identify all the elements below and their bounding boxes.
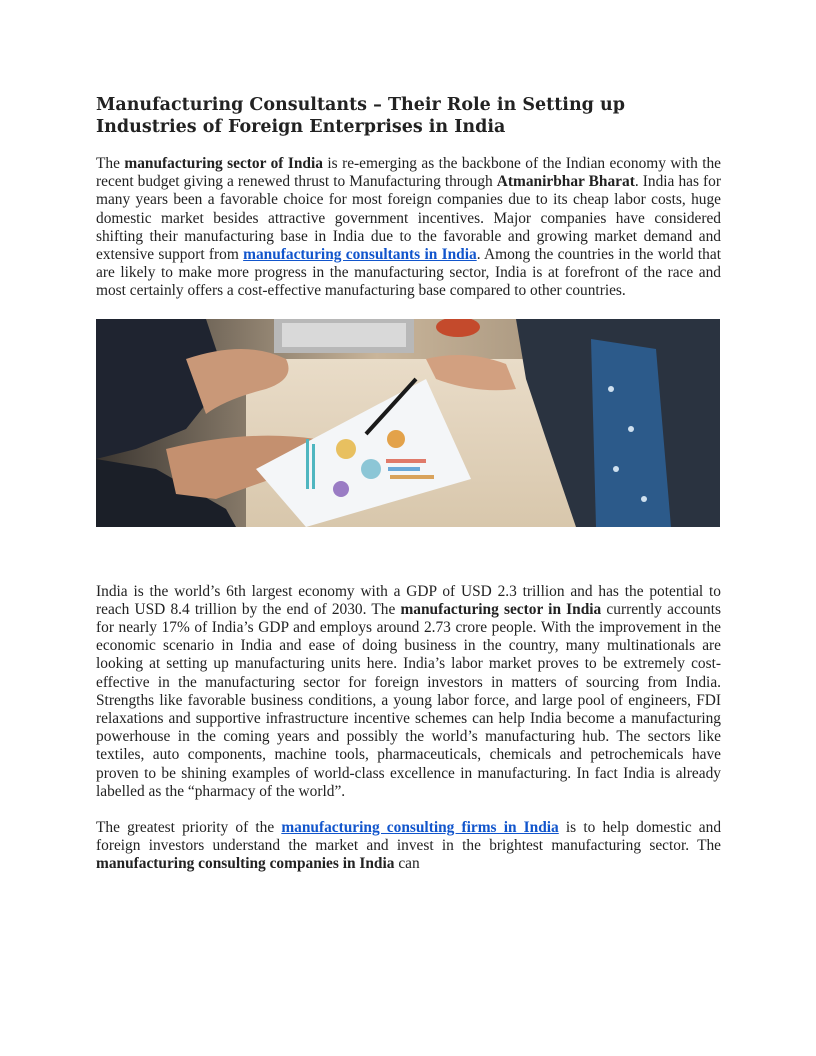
economy-bold-sector: manufacturing sector in India: [400, 600, 602, 618]
economy-text-1: India is the world’s 6th largest economy with a GDP of USD 2.3 trillion and has the potential to reach USD 8.4 trillion by the end of 2030. The: [96, 582, 721, 618]
manufacturing-consultants-link[interactable]: manufacturing consultants in India: [243, 246, 477, 264]
priority-text-1: The greatest priority of the: [96, 819, 282, 837]
document-page: [96, 94, 721, 874]
intro-text-4: . Among the countries in the world that are likely to make more progress in the manufacturing sector, India is at forefront of the race and most certainly offers a cost-effective manufacturing base compared to other countries.: [96, 246, 721, 300]
intro-text-3: . India has for many years been a favorable choice for most foreign companies due to its cheap labor costs, huge domestic market besides attractive government incentives. Major companies have considered shifting their manufacturing base in India due to the favorable and growing market demand and extensive support from: [96, 173, 721, 264]
article-title: Manufacturing Consultants – Their Role in Setting up Industries of Foreign Enterprises in India: [96, 95, 625, 137]
priority-text-2: is to help domestic and foreign investors understand the market and invest in the brightest manufacturing sector. The: [96, 819, 722, 855]
intro-paragraph: [96, 155, 721, 301]
consulting-firms-link[interactable]: manufacturing consulting firms in India: [281, 819, 559, 837]
economy-text-2: currently accounts for nearly 17% of India’s GDP and employs around 2.73 crore people. With the improvement in the economic scenario in India and ease of doing business in the country, many multinationals are looking at setting up manufacturing units here. India’s labor market proves to be extremely cost-effective in the manufacturing sector for foreign investors in matters of sourcing from India. Strengths like favorable business conditions, a young labor force, and large pool of engineers, FDI relaxations and supportive infrastructure incentive schemes can help India become a manufacturing powerhouse in the coming years and possibly the world’s manufacturing hub. The sectors like textiles, auto components, machine tools, pharmaceuticals, chemicals and petrochemicals have proven to be shining examples of world-class excellence in manufacturing. In fact India is already labelled as the “pharmacy of the world”.: [96, 600, 722, 800]
intro-text-2: is re-emerging as the backbone of the Indian economy with the recent budget giving a renewed thrust to Manufacturing through: [96, 155, 721, 191]
business-meeting-photo: [96, 319, 720, 527]
priority-text-3: can: [394, 855, 420, 873]
priority-paragraph: [96, 819, 721, 874]
priority-bold-companies: manufacturing consulting companies in India: [96, 855, 395, 873]
intro-text-1: The: [96, 155, 125, 172]
photo-illustration: [96, 319, 720, 527]
economy-paragraph: [96, 583, 721, 801]
intro-bold-atmanirbhar: Atmanirbhar Bharat: [496, 173, 635, 191]
intro-bold-sector: manufacturing sector of India: [124, 155, 323, 172]
